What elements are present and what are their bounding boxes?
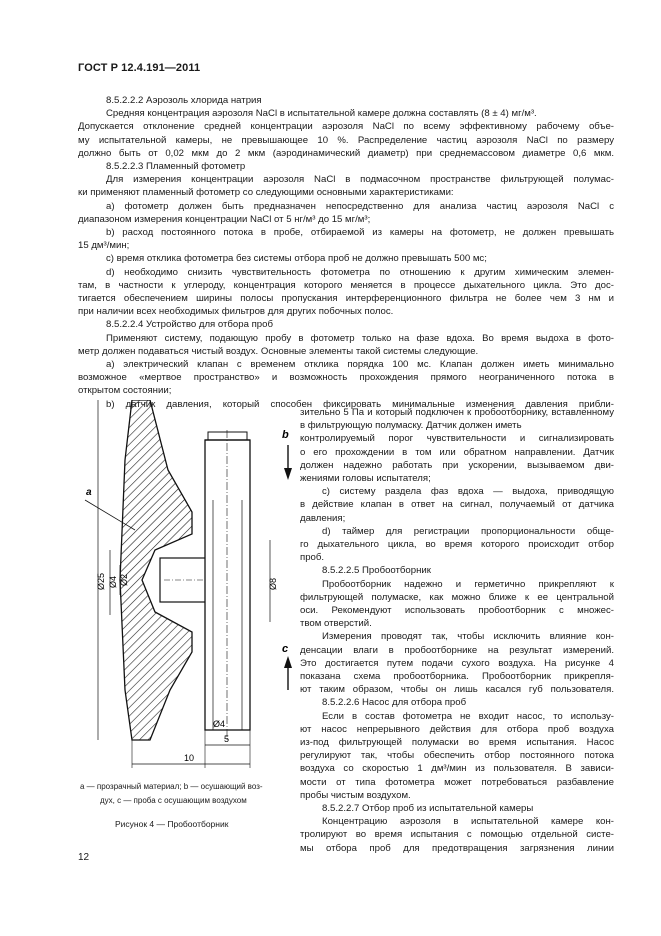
figure-caption-line-1: a — прозрачный материал; b — осушающий воз- xyxy=(80,782,263,791)
text-line: 8.5.2.2.6 Насос для отбора проб xyxy=(322,697,467,709)
figure-probe-drawing xyxy=(80,400,305,770)
dim-d8: Ø8 xyxy=(268,577,278,590)
text-line: c) время отклика фотометра без системы отбора проб не должно превышать 500 мс; xyxy=(106,253,487,265)
text-line: тролируют во время испытания с помощью отдельной систе- xyxy=(300,829,614,841)
text-line: 15 дм³/мин; xyxy=(78,240,130,252)
dim-10: 10 xyxy=(184,753,195,763)
text-line: при наличии всех необходимых фильтров для других побочных полос. xyxy=(78,306,394,318)
text-line: мы отбора проб для предотвращения загрязнения линии xyxy=(300,842,614,854)
text-line: b) датчик давления, который способен фиксировать минимальные изменения давления прибли- xyxy=(106,398,614,410)
text-line: должен надежно работать при ускорении, вызываемом дви- xyxy=(300,459,614,471)
dim-d4a: Ø4 xyxy=(108,575,118,588)
text-line: тигается обеспечением ширины полосы пропускания интерференционного фильтра не более чем 3 нм и xyxy=(78,293,614,304)
text-line: 8.5.2.2.5 Пробоотборник xyxy=(322,565,431,577)
text-line: жениями головы испытателя; xyxy=(300,473,431,484)
text-line: метр должен подаваться чистый воздух. Основные элементы такой системы следующие. xyxy=(78,345,479,357)
text-line: воздуха со скоростью 1 дм³/мин из пользователя. В зависи- xyxy=(300,763,614,775)
dim-d2: Ø2 xyxy=(119,573,129,586)
text-line: ют насос непрерывного действия для отбора проб воздуха xyxy=(300,723,614,735)
text-line: из-под фильтрующей полумаски во время испытания. Насос xyxy=(300,737,614,748)
label-a: a xyxy=(86,487,92,498)
text-line: Если в состав фотометра не входит насос, то использу- xyxy=(322,710,614,722)
dim-d25: Ø25 xyxy=(96,572,106,590)
text-line: мости от типа фотометра может потребоваться разбавление xyxy=(300,776,614,788)
text-line: a) фотометр должен быть предназначен непосредственно для анализа частиц аэрозоля NaCl с xyxy=(106,200,614,212)
dim-d4b: Ø4 xyxy=(213,719,226,729)
text-line: ки применяют пламенный фотометр со следующими основными характеристиками: xyxy=(78,187,454,199)
text-line: диапазоном измерения концентрации NaCl от 5 нг/м³ до 15 мг/м³; xyxy=(78,213,371,225)
text-line: регулируют так, чтобы обеспечить отбор постоянного потока xyxy=(300,750,614,762)
text-line: ют таким образом, чтобы он лишь касался губ пользователя. xyxy=(300,684,614,696)
text-line: a) электрический клапан с временем отклика порядка 100 мс. Клапан должен иметь минимально xyxy=(106,359,614,370)
text-line: Это достигается путем подачи сухого воздуха. На рисунке 4 xyxy=(300,657,614,669)
text-line: показана схема пробоотборника. Пробоотборник прикрепля- xyxy=(300,671,614,682)
text-line: Концентрацию аэрозоля в испытательной камере кон- xyxy=(322,816,614,828)
text-line: пробы чистым воздухом. xyxy=(300,789,411,801)
text-line: го дыхательного цикла, во время которого происходит отбор xyxy=(300,539,614,550)
dim-5: 5 xyxy=(224,734,230,744)
text-line: Допускается отклонение средней концентрации аэрозоля NaCl по всему эффективному рабочему объе- xyxy=(78,121,614,133)
text-line: 8.5.2.2.3 Пламенный фотометр xyxy=(106,161,246,172)
text-line: d) таймер для регистрации пропорциональности обще- xyxy=(322,525,614,537)
text-line: 8.5.2.2.2 Аэрозоль хлорида натрия xyxy=(106,95,262,106)
text-line: возможное «мертвое пространство» и возможность прохождения прямого неограниченного потока в xyxy=(78,372,614,384)
text-line: в действие клапан в ответ на сигнал, получаемый от датчика xyxy=(300,499,614,511)
figure-caption-line-2: дух, c — проба с осушающим воздухом xyxy=(100,796,247,805)
text-line: Измерения проводят так, чтобы исключить влияние кон- xyxy=(322,631,614,643)
text-line: контролируемый порог чувствительности и сигнализировать xyxy=(300,433,614,445)
text-line: там, в частности к углероду, концентрация которого меняется в процессе дыхательного цикла. Это дос- xyxy=(78,279,614,291)
text-line: оси. Рекомендуют использовать пробоотборник с множес- xyxy=(300,605,614,616)
page-number: 12 xyxy=(78,852,90,863)
label-c: c xyxy=(282,643,289,655)
text-line: фильтрующей полумаске, как можно ближе к ее центральной xyxy=(300,591,614,603)
document-header: ГОСТ Р 12.4.191—2011 xyxy=(78,62,201,74)
text-line: Для измерения концентрации аэрозоля NaCl в подмасочном пространстве фильтрующей полумас- xyxy=(106,174,614,186)
text-line: должно быть от 0,02 мкм до 2 мкм (аэродинамический диаметр) при среднемассовом диаметре 0,6 мкм. xyxy=(78,147,614,159)
figure-title: Рисунок 4 — Пробоотборник xyxy=(115,819,229,829)
text-line: давления; xyxy=(300,512,346,524)
text-line: 8.5.2.2.4 Устройство для отбора проб xyxy=(106,319,273,331)
text-line: твом отверстий. xyxy=(300,618,372,630)
text-line: му испытательной камеры, не превышающее 10 %. Распределение частиц аэрозоля NaCl по размеру xyxy=(78,134,614,146)
label-b: b xyxy=(282,429,289,441)
text-line: денсации влаги в пробоотборнике на результат измерений. xyxy=(300,644,614,656)
text-line: Средняя концентрация аэрозоля NaCl в испытательной камере должна составлять (8 ± 4) мг/м³. xyxy=(106,108,537,120)
text-line: b) расход постоянного потока в пробе, отбираемой из камеры на фотометр, не должен превышать xyxy=(106,227,614,238)
text-line: d) необходимо снизить чувствительность фотометра по отношению к другим химическим элемен- xyxy=(106,266,614,278)
text-line: о его прохождении в том или обратном направлении. Датчик xyxy=(300,446,614,458)
text-line: Применяют систему, подающую пробу в фотометр только на фазе вдоха. Во время выдоха в фото- xyxy=(106,332,614,344)
text-line: проб. xyxy=(300,552,325,564)
text-line: Пробоотборник надежно и герметично прикрепляют к xyxy=(322,578,614,590)
text-line: c) систему раздела фаз вдоха — выдоха, приводящую xyxy=(322,486,614,498)
probe-outer-tube xyxy=(205,440,250,730)
text-line: открытом состоянии; xyxy=(78,385,172,397)
text-line: 8.5.2.2.7 Отбор проб из испытательной камеры xyxy=(322,803,534,814)
text-line: зительно 5 Па и который подключен к пробоотборнику, вставленному в фильтрующую полумаску. Датчик должен иметь xyxy=(300,407,614,432)
